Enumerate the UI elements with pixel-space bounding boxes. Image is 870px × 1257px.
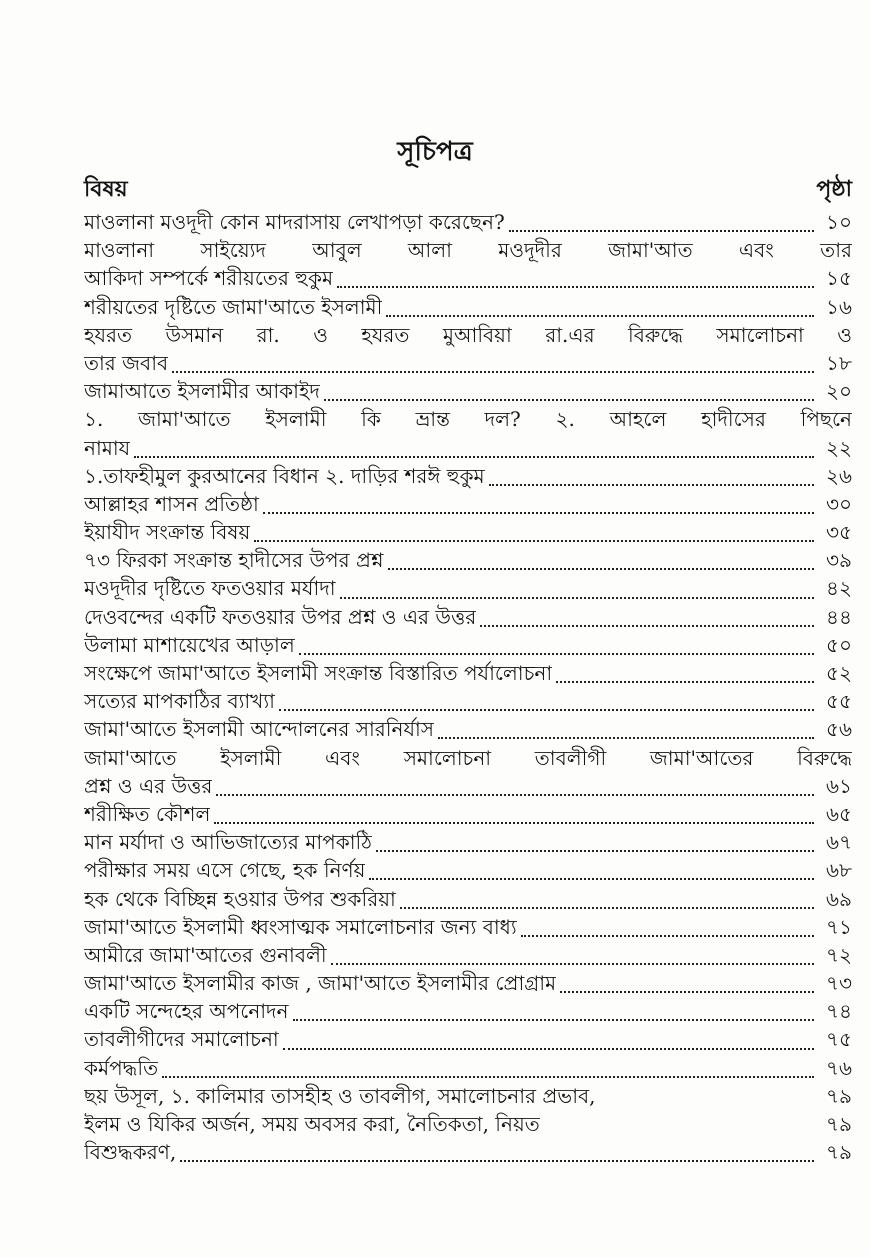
toc-entry xyxy=(84,208,852,236)
toc-entry-title-line: মাওলানা সাইয়্যেদ আবুল আলা মওদূদীর জামা'আত এবং তার xyxy=(84,238,852,263)
dot-leader xyxy=(263,500,814,514)
toc-entry-row xyxy=(84,293,852,321)
toc-entry-page-number: ৩০ xyxy=(825,491,852,516)
dot-leader xyxy=(376,838,814,852)
toc-entry-title: আল্লাহর শাসন প্রতিষ্ঠা xyxy=(84,491,259,516)
toc-entry-page-number: ৭৬ xyxy=(825,1055,852,1080)
toc-entry-page-number: ৬১ xyxy=(826,773,852,798)
toc-entry xyxy=(84,574,852,602)
toc-entry-row xyxy=(84,1025,852,1053)
toc-entry-page-number: ১০ xyxy=(826,210,852,234)
dot-leader xyxy=(521,923,814,937)
toc-entry xyxy=(84,236,852,292)
dot-leader xyxy=(216,782,814,796)
dot-leader xyxy=(438,725,814,739)
toc-entry-page-number: ১৬ xyxy=(826,294,852,319)
toc-entry-page-number: ৭৯ xyxy=(826,1112,852,1136)
toc-entry-row xyxy=(84,349,852,377)
table-of-contents xyxy=(84,208,852,1166)
toc-entry xyxy=(84,603,852,631)
toc-entry-title: তাবলীগীদের সমালোচনা xyxy=(84,1027,279,1052)
toc-entry-row xyxy=(84,800,852,828)
toc-entry-title: দেওবন্দের একটি ফতওয়ার উপর প্রশ্ন ও এর উত্তর xyxy=(84,604,477,629)
toc-entry-row xyxy=(84,997,852,1025)
toc-entry-row xyxy=(84,1082,852,1110)
toc-entry-title: জামা'আতে ইসলামীর কাজ , জামা'আতে ইসলামীর প্রোগ্রাম xyxy=(84,971,557,996)
toc-entry xyxy=(84,941,852,969)
toc-entry xyxy=(84,828,852,856)
dot-leader xyxy=(369,866,814,880)
subject-column-header: বিষয় xyxy=(84,176,128,202)
toc-entry-page-number: ৬৯ xyxy=(826,886,852,911)
toc-entry-title: সত্যের মাপকাঠির ব্যাখ্যা xyxy=(84,689,275,714)
toc-entry-title: ইয়াযীদ সংক্রান্ত বিষয় xyxy=(84,520,251,545)
dot-leader xyxy=(293,1007,815,1021)
dot-leader xyxy=(599,1093,814,1105)
toc-entry xyxy=(84,997,852,1025)
dot-leader xyxy=(134,444,814,458)
toc-entry xyxy=(84,687,852,715)
toc-entry-page-number: ৪২ xyxy=(826,576,852,601)
toc-entry-page-number: ২০ xyxy=(825,379,852,404)
toc-entry-row xyxy=(84,603,852,631)
dot-leader xyxy=(388,556,814,570)
dot-leader xyxy=(560,979,814,993)
toc-entry-row xyxy=(84,828,852,856)
dot-leader xyxy=(299,641,814,655)
toc-entry-row xyxy=(84,574,852,602)
toc-entry xyxy=(84,913,852,941)
toc-entry xyxy=(84,1110,852,1138)
toc-entry-title: জামা'আতে ইসলামী ধ্বংসাত্মক সমালোচনার জন্য বাধ্য xyxy=(84,914,517,939)
page-title: সূচিপত্র xyxy=(397,137,473,167)
toc-entry-page-number: ২৬ xyxy=(825,463,852,488)
dot-leader xyxy=(254,528,814,542)
dot-leader xyxy=(489,472,814,486)
toc-entry-page-number: ৫২ xyxy=(826,661,852,685)
toc-entry-title: মওদূদীর দৃষ্টিতে ফতওয়ার মর্যাদা xyxy=(84,576,336,601)
dot-leader xyxy=(400,895,814,909)
toc-entry-page-number: ৬৮ xyxy=(826,858,852,883)
toc-entry-row xyxy=(84,687,852,715)
toc-entry xyxy=(84,546,852,574)
toc-entry-page-number: ৩৯ xyxy=(826,548,852,573)
toc-entry-page-number: ৩৫ xyxy=(826,520,852,545)
toc-entry-title: একটি সন্দেহের অপনোদন xyxy=(84,999,289,1024)
toc-entry xyxy=(84,885,852,913)
toc-entry-title: আকিদা সম্পর্কে শরীয়তের হুকুম xyxy=(84,266,334,291)
dot-leader xyxy=(279,697,814,711)
toc-entry xyxy=(84,969,852,997)
toc-entry-row xyxy=(84,885,852,913)
toc-header xyxy=(84,172,852,200)
toc-entry-row xyxy=(84,546,852,574)
toc-entry-title: সংক্ষেপে জামা'আতে ইসলামী সংক্রান্ত বিস্তারিত পর্যালোচনা xyxy=(84,661,553,685)
dot-leader xyxy=(162,1064,814,1078)
toc-entry-row xyxy=(84,434,852,462)
toc-entry-row xyxy=(84,462,852,490)
toc-entry-page-number: ৫০ xyxy=(826,632,852,657)
toc-entry xyxy=(84,800,852,828)
toc-entry xyxy=(84,856,852,884)
toc-entry xyxy=(84,321,852,377)
toc-entry-title: তার জবাব xyxy=(84,350,169,375)
toc-entry-page-number: ৭৩ xyxy=(825,971,852,996)
toc-entry xyxy=(84,518,852,546)
toc-entry xyxy=(84,490,852,518)
toc-entry-row xyxy=(84,377,852,405)
toc-entry-row xyxy=(84,264,852,292)
toc-entry-title-line: হযরত উসমান রা. ও হযরত মুআবিয়া রা.এর বিরুদ্ধে সমালোচনা ও xyxy=(84,322,852,347)
toc-entry-title: নামায xyxy=(84,435,131,460)
toc-entry xyxy=(84,462,852,490)
toc-entry-row xyxy=(84,518,852,546)
toc-entry-title: ১.তাফহীমুল কুরআনের বিধান ২. দাড়ির শরঈ হুকুম xyxy=(84,463,485,488)
toc-entry xyxy=(84,1025,852,1053)
toc-entry-title: মান মর্যাদা ও আভিজাত্যের মাপকাঠি xyxy=(84,830,372,855)
toc-entry-title: হক থেকে বিচ্ছিন্ন হওয়ার উপর শুকরিয়া xyxy=(84,886,396,911)
toc-entry-page-number: ৬৫ xyxy=(826,801,852,826)
toc-entry-page-number: ৭৪ xyxy=(826,999,852,1024)
dot-leader xyxy=(331,951,814,965)
toc-entry-row xyxy=(84,659,852,687)
toc-entry xyxy=(84,293,852,321)
toc-entry-title: ৭৩ ফিরকা সংক্রান্ত হাদীসের উপর প্রশ্ন xyxy=(84,548,384,573)
dot-leader xyxy=(340,585,814,599)
toc-entry xyxy=(84,659,852,687)
toc-entry-row xyxy=(84,1110,852,1138)
toc-entry-row xyxy=(84,941,852,969)
toc-entry-row xyxy=(84,856,852,884)
dot-leader xyxy=(480,613,814,627)
toc-entry xyxy=(84,405,852,461)
dot-leader xyxy=(386,303,814,317)
toc-entry-title: ইলম ও যিকির অর্জন, সময় অবসর করা, নৈতিকতা, নিয়ত xyxy=(84,1112,540,1136)
toc-entry-title: কর্মপদ্ধতি xyxy=(84,1055,159,1080)
toc-entry-page-number: ২২ xyxy=(825,435,852,460)
toc-entry-title: ছয় উসূল, ১. কালিমার তাসহীহ ও তাবলীগ, সমালোচনার প্রভাব, xyxy=(84,1083,596,1108)
toc-entry-title: জামাআতে ইসলামীর আকাইদ xyxy=(84,379,320,404)
toc-entry-title: পরীক্ষার সময় এসে গেছে, হক নির্ণয় xyxy=(84,858,366,883)
dot-leader xyxy=(172,359,814,373)
toc-entry-title: জামা'আতে ইসলামী আন্দোলনের সারনির্যাস xyxy=(84,717,434,742)
toc-entry-title-line: জামা'আতে ইসলামী এবং সমালোচনা তাবলীগী জামা'আতের বিরুদ্ধে xyxy=(84,745,852,770)
toc-entry-row xyxy=(84,631,852,659)
toc-entry-row xyxy=(84,772,852,800)
dot-leader xyxy=(214,810,814,824)
toc-entry-row xyxy=(84,1138,852,1166)
toc-entry-title-line: ১. জামা'আতে ইসলামী কি ভ্রান্ত দল? ২. আহলে হাদীসের পিছনে xyxy=(84,407,852,432)
toc-entry-row xyxy=(84,208,852,236)
toc-entry-title: শরীয়তের দৃষ্টিতে জামা'আতে ইসলামী xyxy=(84,294,383,319)
toc-entry-title: আমীরে জামা'আতের গুনাবলী xyxy=(84,942,327,967)
dot-leader xyxy=(544,1121,814,1133)
toc-entry xyxy=(84,631,852,659)
dot-leader xyxy=(556,669,814,683)
toc-entry-title: মাওলানা মওদূদী কোন মাদরাসায় লেখাপড়া করেছেন? xyxy=(84,210,505,234)
toc-entry-page-number: ১৮ xyxy=(826,350,852,375)
toc-entry-page-number: ১৫ xyxy=(826,266,852,291)
toc-entry-title: শরীক্ষিত কৌশল xyxy=(84,801,211,826)
toc-entry xyxy=(84,1054,852,1082)
toc-entry-row xyxy=(84,715,852,743)
toc-entry xyxy=(84,715,852,743)
dot-leader xyxy=(180,1148,814,1162)
toc-entry-row xyxy=(84,490,852,518)
dot-leader xyxy=(509,218,814,232)
toc-entry-page-number: ৫৬ xyxy=(826,717,852,742)
dot-leader xyxy=(337,274,814,288)
toc-entry-row xyxy=(84,1054,852,1082)
toc-entry-title: উলামা মাশায়েখের আড়াল xyxy=(84,632,295,657)
toc-entry-row xyxy=(84,969,852,997)
toc-entry-page-number: ৬৭ xyxy=(825,830,852,855)
toc-entry xyxy=(84,377,852,405)
dot-leader xyxy=(283,1036,814,1050)
toc-entry-page-number: ৭৯ xyxy=(826,1140,852,1165)
page-column-header: পৃষ্ঠা xyxy=(816,176,852,202)
toc-entry-title: বিশুদ্ধকরণ, xyxy=(84,1140,177,1165)
toc-entry-page-number: ৭৫ xyxy=(826,1027,852,1052)
toc-entry-page-number: ৫৫ xyxy=(826,689,852,714)
toc-entry-row xyxy=(84,913,852,941)
toc-entry-page-number: ৭২ xyxy=(825,942,852,967)
dot-leader xyxy=(324,387,814,401)
toc-entry-page-number: ৪৪ xyxy=(826,604,852,629)
toc-entry-page-number: ৭১ xyxy=(826,914,852,939)
toc-entry xyxy=(84,1082,852,1110)
toc-entry-page-number: ৭৯ xyxy=(826,1083,852,1108)
toc-entry xyxy=(84,1138,852,1166)
toc-entry-title: প্রশ্ন ও এর উত্তর xyxy=(84,773,213,798)
toc-entry xyxy=(84,744,852,800)
